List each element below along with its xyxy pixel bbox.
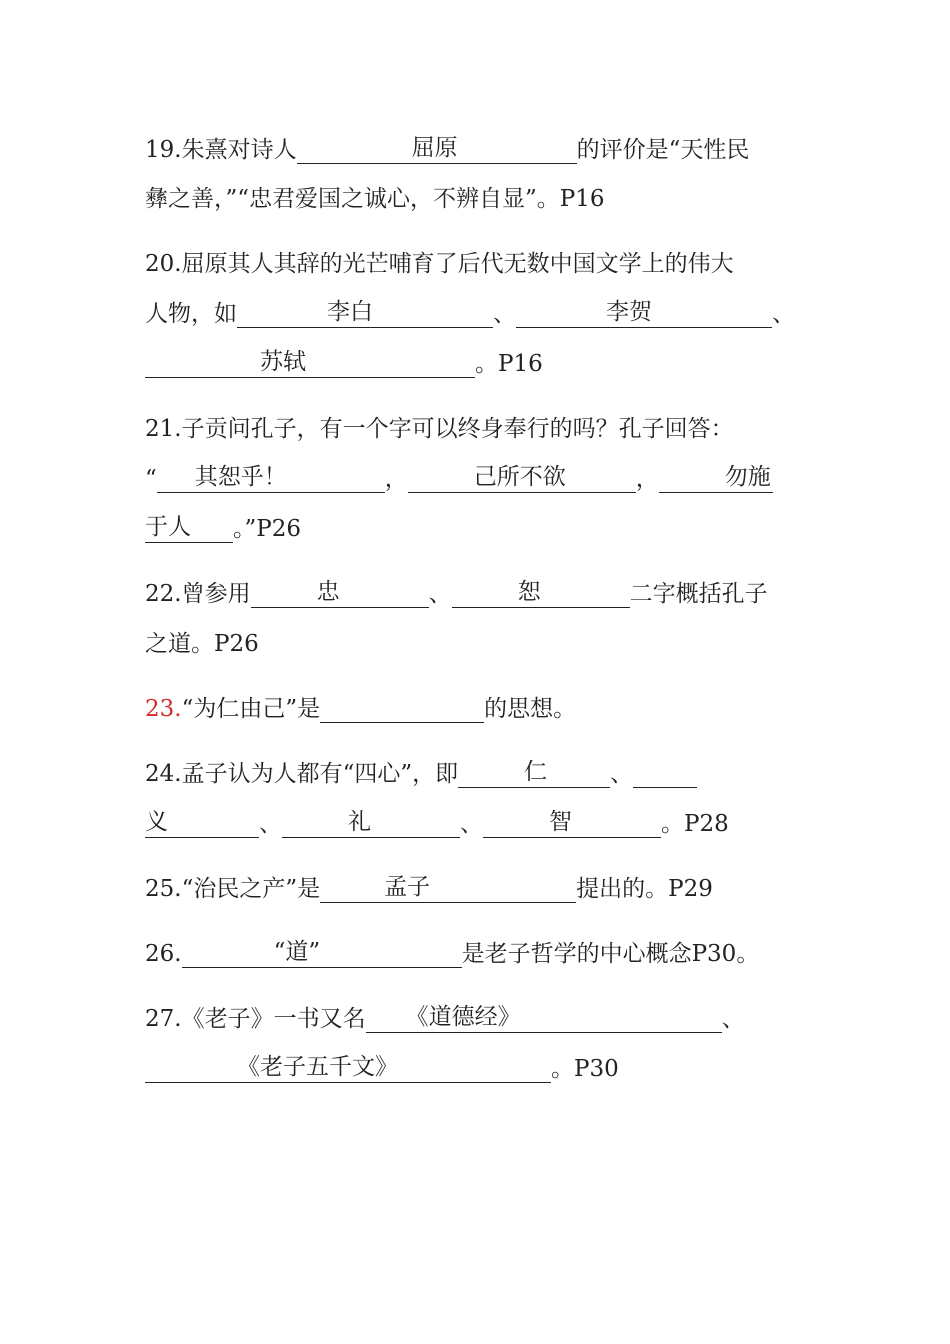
- question-21-line-2: [145, 462, 773, 496]
- question-24-blank-2-cont: [145, 807, 259, 838]
- question-22-line-1: [145, 577, 768, 611]
- question-22-text-end: 之道。P26: [145, 631, 259, 657]
- question-24-page-ref: 。P28: [661, 811, 729, 837]
- question-19-text: 朱熹对诗人: [181, 137, 297, 163]
- question-20-line-2: [145, 297, 795, 331]
- question-21-answer-1: 其恕乎！: [194, 464, 287, 490]
- question-25-answer-1: 孟子: [384, 874, 431, 900]
- question-24-blank-4: [483, 807, 661, 838]
- question-19-text-end: 彝之善，”“忠君爱国之诚心，不辨自显”。P16: [145, 186, 605, 212]
- question-26-number: 26.: [145, 941, 182, 967]
- question-24-number: 24.: [145, 761, 182, 787]
- question-21-open-quote: “: [145, 466, 157, 492]
- question-27-blank-1: [366, 1002, 722, 1033]
- question-25-text-post: 提出的。P29: [576, 876, 713, 902]
- question-19-number: 19.: [145, 137, 182, 163]
- question-19-line-2: [145, 182, 605, 216]
- question-21-comma-2: ，: [635, 466, 659, 492]
- question-27-number: 27.: [145, 1006, 182, 1032]
- question-24-text: 孟子认为人都有“四心”，即: [181, 761, 459, 787]
- question-21-answer-3-part-2: 于人: [145, 514, 191, 540]
- question-21-blank-3: [659, 462, 773, 493]
- question-22-answer-2: 恕: [517, 579, 541, 605]
- question-22-number: 22.: [145, 581, 182, 607]
- question-20-text-2: 人物，如: [145, 301, 237, 327]
- question-20-blank-3: [145, 347, 475, 378]
- question-24-blank-3: [282, 807, 460, 838]
- question-19-blank-1: [297, 133, 577, 164]
- question-26-line-1: [145, 937, 759, 971]
- question-21-answer-3-part-1: 勿施: [724, 464, 771, 490]
- question-27-blank-2: [145, 1052, 551, 1083]
- question-26-text-post: 是老子哲学的中心概念P30。: [461, 941, 760, 967]
- question-26-blank-1: [182, 937, 462, 968]
- question-24-line-1: [145, 757, 697, 791]
- question-22-blank-1: [251, 577, 429, 608]
- question-24-blank-2: [633, 757, 697, 788]
- question-27-line-1: [145, 1002, 745, 1036]
- question-27-text: 《老子》一书又名: [181, 1006, 366, 1032]
- question-24-blank-1: [458, 757, 610, 788]
- question-20-answer-3: 苏轼: [260, 349, 306, 375]
- question-23-line-1: [145, 692, 576, 726]
- question-20-line-1: [145, 247, 734, 281]
- question-19-text-mid: 的评价是“天性民: [576, 137, 750, 163]
- question-21-page-ref: 。”P26: [233, 516, 302, 542]
- question-21-number: 21.: [145, 416, 182, 442]
- question-25-line-1: [145, 872, 713, 906]
- question-27-page-ref: 。P30: [551, 1056, 619, 1082]
- question-24-separator-2: 、: [259, 811, 282, 837]
- question-23-text: “为仁由己”是: [181, 696, 321, 722]
- question-20-page-ref: 。P16: [475, 351, 543, 377]
- question-20-answer-1: 李白: [327, 299, 373, 325]
- question-20-blank-1: [237, 297, 493, 328]
- question-22-separator: 、: [428, 581, 452, 607]
- question-25-text: “治民之产”是: [181, 876, 321, 902]
- question-21-blank-3-cont: [145, 512, 233, 543]
- question-26-answer-1: “道”: [273, 939, 321, 965]
- question-20-text: 屈原其人其辞的光芒哺育了后代无数中国文学上的伟大: [181, 251, 734, 277]
- question-23-blank-1: [320, 692, 484, 723]
- question-21-line-3: [145, 512, 301, 546]
- question-21-comma-1: ，: [384, 466, 408, 492]
- question-19-answer-1: 屈原: [411, 135, 458, 161]
- question-27-line-2: [145, 1052, 619, 1086]
- question-21-answer-2: 己所不欲: [473, 464, 566, 490]
- question-20-answer-2: 李贺: [606, 299, 652, 325]
- question-24-separator-3: 、: [460, 811, 483, 837]
- question-27-separator: 、: [721, 1006, 745, 1032]
- question-21-text: 子贡问孔子，有一个字可以终身奉行的吗？孔子回答：: [181, 416, 734, 442]
- question-22-text: 曾参用: [181, 581, 251, 607]
- question-24-answer-2: 义: [145, 809, 168, 835]
- question-20-separator-2: 、: [772, 301, 795, 327]
- question-20-separator-1: 、: [493, 301, 516, 327]
- question-21-blank-1: [157, 462, 385, 493]
- question-27-answer-1: 《道德经》: [405, 1004, 521, 1030]
- question-20-line-3: [145, 347, 543, 381]
- question-22-line-2: [145, 627, 259, 661]
- question-24-separator-1: 、: [610, 761, 634, 787]
- question-24-answer-1: 仁: [524, 759, 548, 785]
- question-23-number: 23.: [145, 696, 182, 722]
- question-20-blank-2: [516, 297, 772, 328]
- question-19-line-1: [145, 133, 749, 167]
- question-21-blank-2: [408, 462, 636, 493]
- question-23-text-post: 的思想。: [484, 696, 577, 722]
- question-24-answer-4: 智: [549, 809, 572, 835]
- question-27-answer-2: 《老子五千文》: [237, 1054, 398, 1080]
- question-24-line-2: [145, 807, 729, 841]
- question-22-text-post: 二字概括孔子: [629, 581, 768, 607]
- question-22-blank-2: [452, 577, 630, 608]
- question-20-number: 20.: [145, 251, 182, 277]
- question-21-line-1: [145, 412, 734, 446]
- question-24-answer-3: 礼: [348, 809, 371, 835]
- question-22-answer-1: 忠: [316, 579, 340, 605]
- question-25-number: 25.: [145, 876, 182, 902]
- question-25-blank-1: [320, 872, 576, 903]
